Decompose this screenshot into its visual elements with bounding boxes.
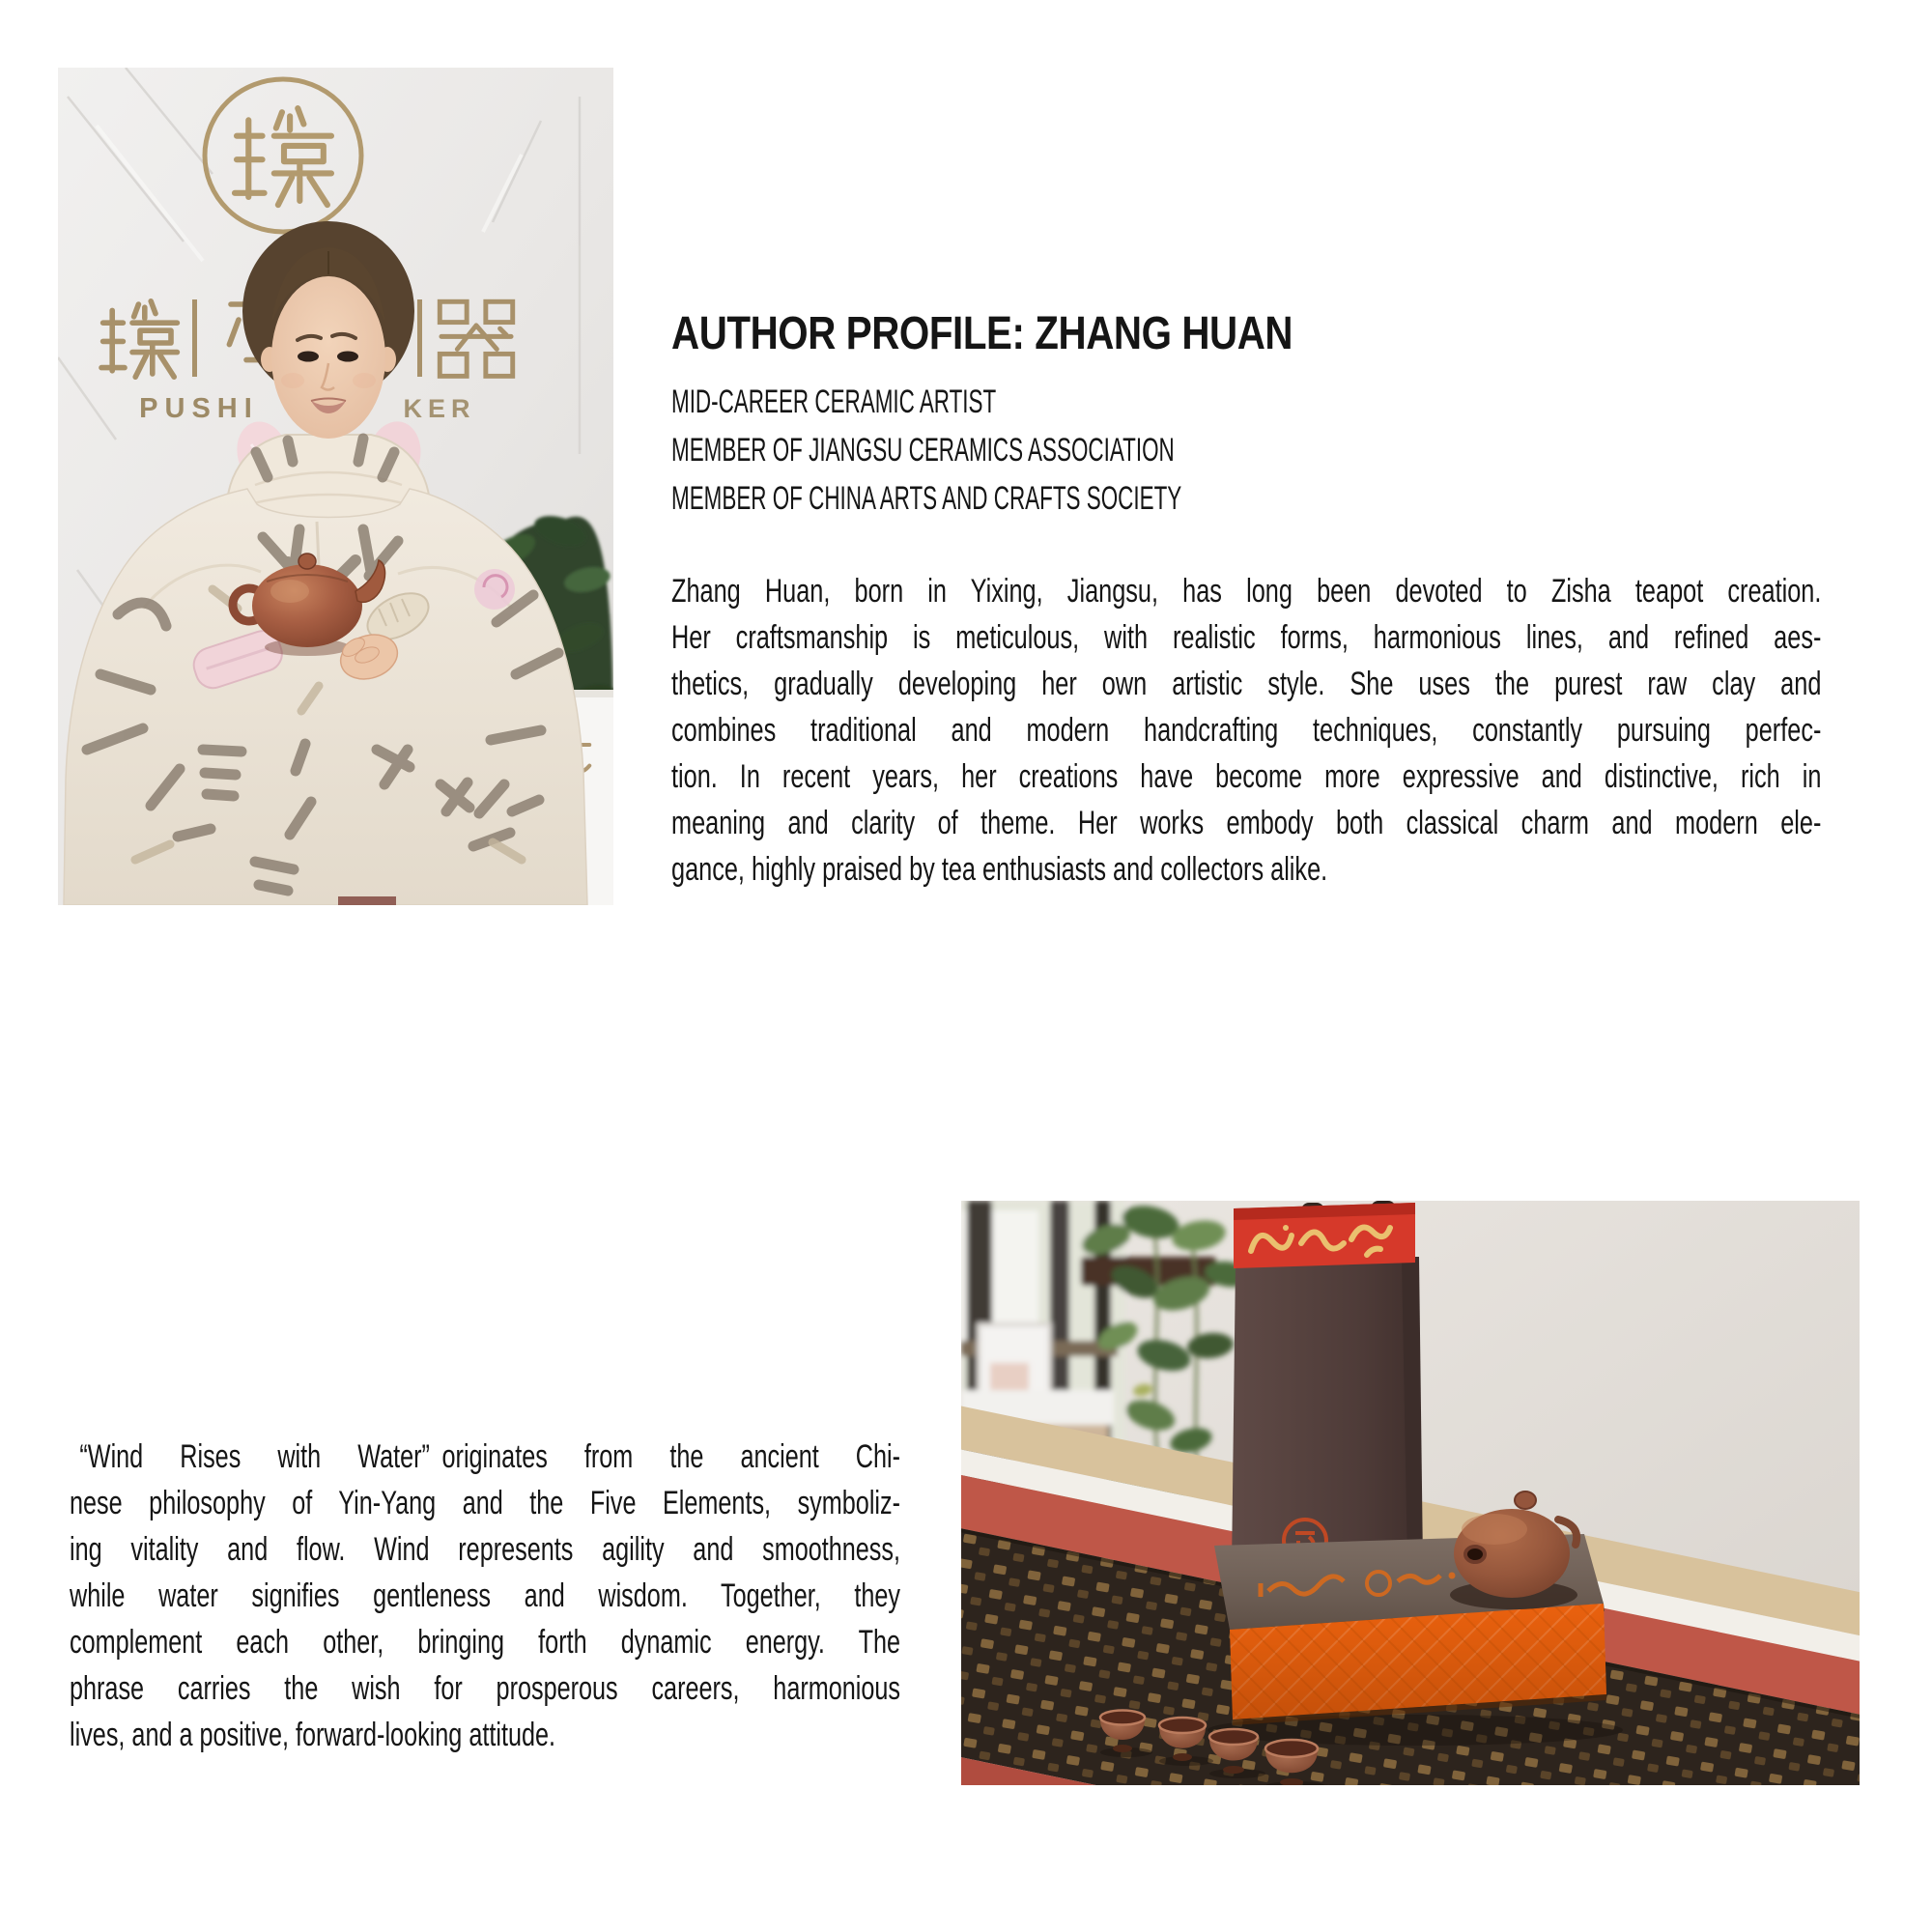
bio-line: Her craftsmanship is meticulous, with realistic forms, harmonious lines, and refined aes- <box>671 619 1822 656</box>
portrait-photo-art <box>58 68 613 905</box>
bag-body <box>1232 1257 1419 1568</box>
gift-bag <box>1232 1201 1423 1568</box>
eye-left <box>298 352 319 362</box>
meaning-line: lives, and a positive, forward-looking attitude. <box>70 1717 556 1753</box>
meaning-line: ing vitality and flow. Wind represents agility and smoothness, <box>70 1531 901 1568</box>
bio-line: combines traditional and modern handcrafting techniques, constantly pursuing perfec- <box>671 712 1822 749</box>
meaning-line: phrase carries the wish for prosperous careers, harmonious <box>70 1670 901 1707</box>
jacket-body <box>64 489 587 905</box>
product-photo <box>961 1201 1860 1785</box>
teapot-body <box>252 564 362 647</box>
teapot-knob <box>1515 1492 1536 1509</box>
meaning-paragraph <box>70 1434 900 1758</box>
page-title: AUTHOR PROFILE: ZHANG HUAN <box>671 308 1293 360</box>
bio-line: Zhang Huan, born in Yixing, Jiangsu, has long been devoted to Zisha teapot creation. <box>671 573 1822 610</box>
credential-line: MEMBER OF JIANGSU CERAMICS ASSOCIATION <box>671 432 1175 469</box>
portrait-photo <box>58 68 613 905</box>
wall-letters-right: KER <box>403 394 476 423</box>
credentials-list <box>671 378 1564 523</box>
meaning-line: “Wind Rises with Water” originates from the ancient Chi- <box>79 1438 901 1475</box>
face <box>271 276 385 439</box>
bio-line: meaning and clarity of theme. Her works embody both classical charm and modern ele- <box>671 805 1822 841</box>
bio-line: gance, highly praised by tea enthusiasts and collectors alike. <box>671 851 1328 888</box>
product-photo-art <box>961 1201 1860 1785</box>
meaning-line: while water signifies gentleness and wisdom. Together, they <box>70 1577 901 1614</box>
wall-letters-left: PUSHI <box>139 393 259 424</box>
bio-paragraph <box>671 568 1821 893</box>
meaning-line: complement each other, bringing forth dynamic energy. The <box>70 1624 901 1661</box>
credential-line: MID-CAREER CERAMIC ARTIST <box>671 384 997 420</box>
teapot-spout <box>1465 1547 1485 1562</box>
credential-line: MEMBER OF CHINA ARTS AND CRAFTS SOCIETY <box>671 480 1182 517</box>
eye-right <box>337 352 358 362</box>
bio-line: thetics, gradually developing her own artistic style. She uses the purest raw clay and <box>671 666 1822 702</box>
meaning-line: nese philosophy of Yin-Yang and the Five Elements, symboliz- <box>70 1485 901 1521</box>
bio-line: tion. In recent years, her creations have become more expressive and distinctive, rich in <box>671 758 1822 795</box>
teapot-knob <box>298 554 316 569</box>
